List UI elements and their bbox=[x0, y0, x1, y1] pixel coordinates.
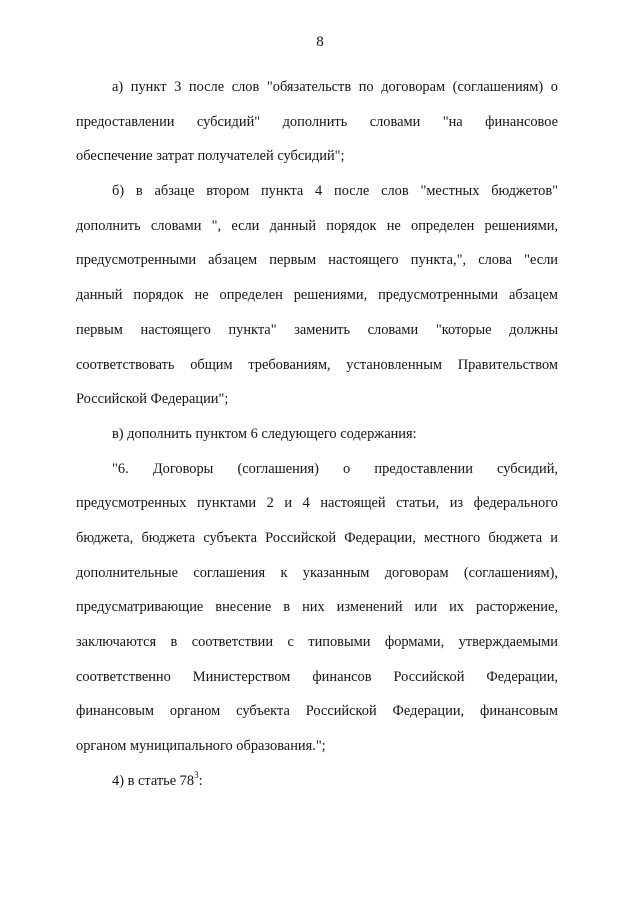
paragraph-point-6 bbox=[76, 452, 558, 764]
paragraph-a bbox=[76, 70, 558, 174]
text-line: дополнительные соглашения к указанным договорам (соглашениям), bbox=[76, 564, 558, 581]
paragraph-v bbox=[76, 417, 558, 452]
text-line: предоставлении субсидий" дополнить словами "на финансовое bbox=[76, 113, 558, 130]
text-line bbox=[76, 764, 558, 799]
text-line: органом муниципального образования."; bbox=[76, 738, 326, 755]
text-line: данный порядок не определен решениями, предусмотренными абзацем bbox=[76, 287, 558, 304]
paragraph-b bbox=[76, 174, 558, 417]
text-line: Российской Федерации"; bbox=[76, 391, 229, 408]
item-4-suffix: : bbox=[198, 772, 203, 789]
document-body bbox=[76, 70, 558, 798]
page-number: 8 bbox=[316, 34, 324, 50]
text-line: заключаются в соответствии с типовыми формами, утверждаемыми bbox=[76, 634, 558, 650]
text-line: дополнить словами ", если данный порядок не определен решениями, bbox=[76, 217, 558, 234]
text-line: финансовым органом субъекта Российской Федерации, финансовым bbox=[76, 703, 558, 720]
text-line: обеспечение затрат получателей субсидий"; bbox=[76, 148, 345, 165]
text-line: соответственно Министерством финансов Российской Федерации, bbox=[76, 668, 558, 685]
text-line: а) пункт 3 после слов "обязательств по договорам (соглашениям) о bbox=[112, 79, 558, 95]
text-line: предусмотренными абзацем первым настоящего пункта,", слова "если bbox=[76, 252, 558, 269]
text-line: б) в абзаце втором пункта 4 после слов "местных бюджетов" bbox=[112, 183, 558, 200]
text-line: первым настоящего пункта" заменить словами "которые должны bbox=[76, 321, 558, 338]
text-line: предусмотренных пунктами 2 и 4 настоящей статьи, из федерального bbox=[76, 495, 558, 512]
paragraph-item-4 bbox=[76, 764, 558, 799]
text-line: "6. Договоры (соглашения) о предоставлении субсидий, bbox=[112, 460, 558, 477]
item-4-text: 4) в статье 78 bbox=[112, 772, 195, 789]
article-superscript: 3 bbox=[194, 769, 199, 780]
text-line: предусматривающие внесение в них изменений или их расторжение, bbox=[76, 599, 558, 616]
text-line: в) дополнить пунктом 6 следующего содержания: bbox=[112, 425, 417, 442]
text-line: бюджета, бюджета субъекта Российской Федерации, местного бюджета и bbox=[76, 529, 558, 546]
text-line: соответствовать общим требованиям, установленным Правительством bbox=[76, 356, 558, 373]
